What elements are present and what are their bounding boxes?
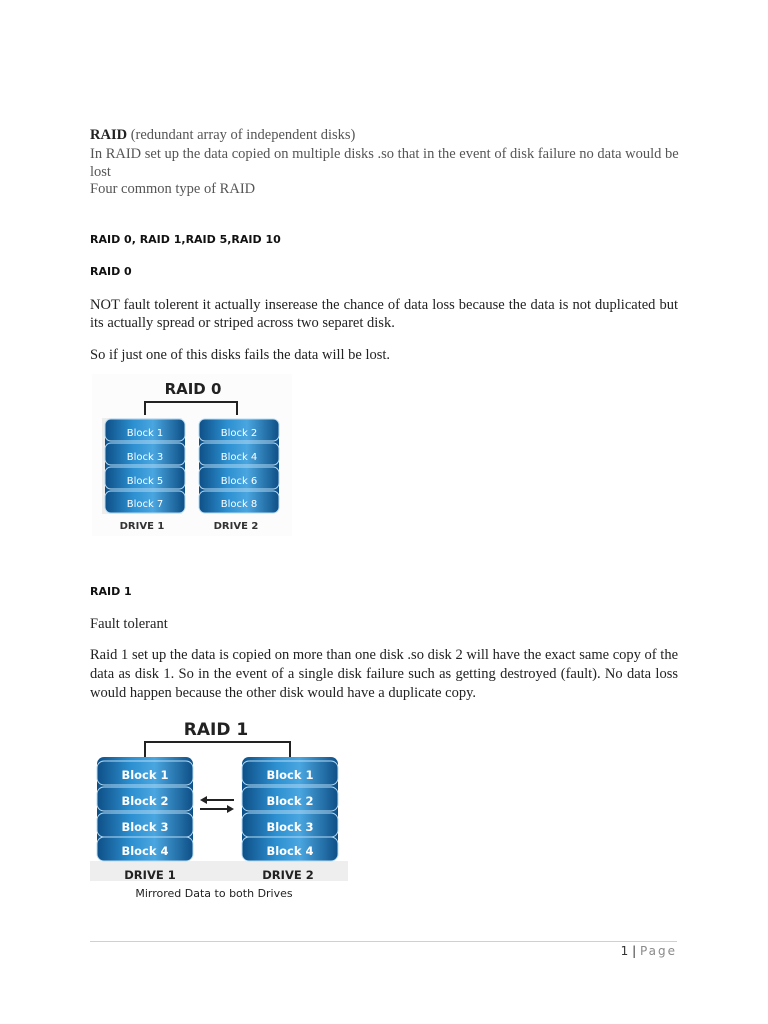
raid1-d1-block: Block 3 bbox=[121, 820, 169, 834]
raid1-paragraph-1: Fault tolerant bbox=[90, 616, 168, 632]
raid1-drive-1 bbox=[97, 757, 193, 861]
footer-divider bbox=[90, 941, 677, 942]
raid0-drive-1 bbox=[105, 419, 185, 513]
raid1-d2-block: Block 4 bbox=[266, 844, 314, 858]
raid1-diagram bbox=[90, 713, 350, 903]
raid0-d2-block: Block 4 bbox=[220, 452, 258, 463]
raid1-d2-block: Block 2 bbox=[266, 794, 314, 808]
raid0-d1-block: Block 1 bbox=[126, 428, 164, 439]
raid0-paragraph-2: So if just one of this disks fails the data will be lost. bbox=[90, 347, 391, 363]
raid-expansion: (redundant array of independent disks) bbox=[127, 127, 356, 143]
raid0-d1-block: Block 7 bbox=[126, 499, 164, 510]
page-number: 1 bbox=[620, 944, 629, 958]
raid1-d1-block: Block 4 bbox=[121, 844, 169, 858]
intro-line-1: In RAID set up the data copied on multiple disks .so that in the event of disk failure no data would be lost bbox=[90, 146, 679, 180]
raid0-heading: RAID 0 bbox=[90, 265, 132, 278]
raid0-figure-title: RAID 0 bbox=[164, 380, 222, 398]
raid1-drive-2 bbox=[242, 757, 338, 861]
raid0-d2-block: Block 2 bbox=[220, 428, 258, 439]
mirror-arrows-icon bbox=[200, 796, 234, 813]
raid1-caption: Mirrored Data to both Drives bbox=[135, 887, 293, 900]
intro-line-2: Four common type of RAID bbox=[90, 181, 256, 197]
raid-types-heading: RAID 0, RAID 1,RAID 5,RAID 10 bbox=[90, 233, 281, 246]
raid-term: RAID bbox=[90, 127, 128, 143]
raid1-connector bbox=[145, 742, 290, 757]
footer-separator: | bbox=[628, 944, 640, 958]
raid0-drive-2-label: DRIVE 2 bbox=[213, 521, 259, 532]
raid0-d2-block: Block 6 bbox=[220, 476, 258, 487]
raid0-drive-2 bbox=[199, 419, 279, 513]
raid0-diagram bbox=[92, 374, 292, 536]
raid0-d1-block: Block 5 bbox=[126, 476, 164, 487]
raid1-figure-title: RAID 1 bbox=[183, 720, 249, 740]
raid1-d1-block: Block 1 bbox=[121, 768, 169, 782]
raid1-d2-block: Block 3 bbox=[266, 820, 314, 834]
raid1-drive-1-label: DRIVE 1 bbox=[124, 868, 176, 882]
raid0-paragraph-1: NOT fault tolerent it actually inserease the chance of data loss because the data is not duplicated but its actually spread or striped across two separet disk. bbox=[90, 297, 678, 331]
raid1-paragraph-2: Raid 1 set up the data is copied on more than one disk .so disk 2 will have the exact same copy of the data as disk 1. So in the event of a single disk failure such as getting destroyed (fault). No data loss would happen because the other disk would have a duplicate copy. bbox=[90, 647, 678, 701]
raid0-d1-block: Block 3 bbox=[126, 452, 164, 463]
raid1-drive-2-label: DRIVE 2 bbox=[262, 868, 314, 882]
raid0-d2-block: Block 8 bbox=[220, 499, 258, 510]
raid0-drive-1-label: DRIVE 1 bbox=[119, 521, 165, 532]
page-footer bbox=[621, 944, 677, 958]
intro-definition bbox=[90, 126, 680, 144]
raid1-d2-block: Block 1 bbox=[266, 768, 314, 782]
page-word: Page bbox=[639, 944, 677, 958]
raid1-heading: RAID 1 bbox=[90, 585, 132, 598]
raid1-d1-block: Block 2 bbox=[121, 794, 169, 808]
